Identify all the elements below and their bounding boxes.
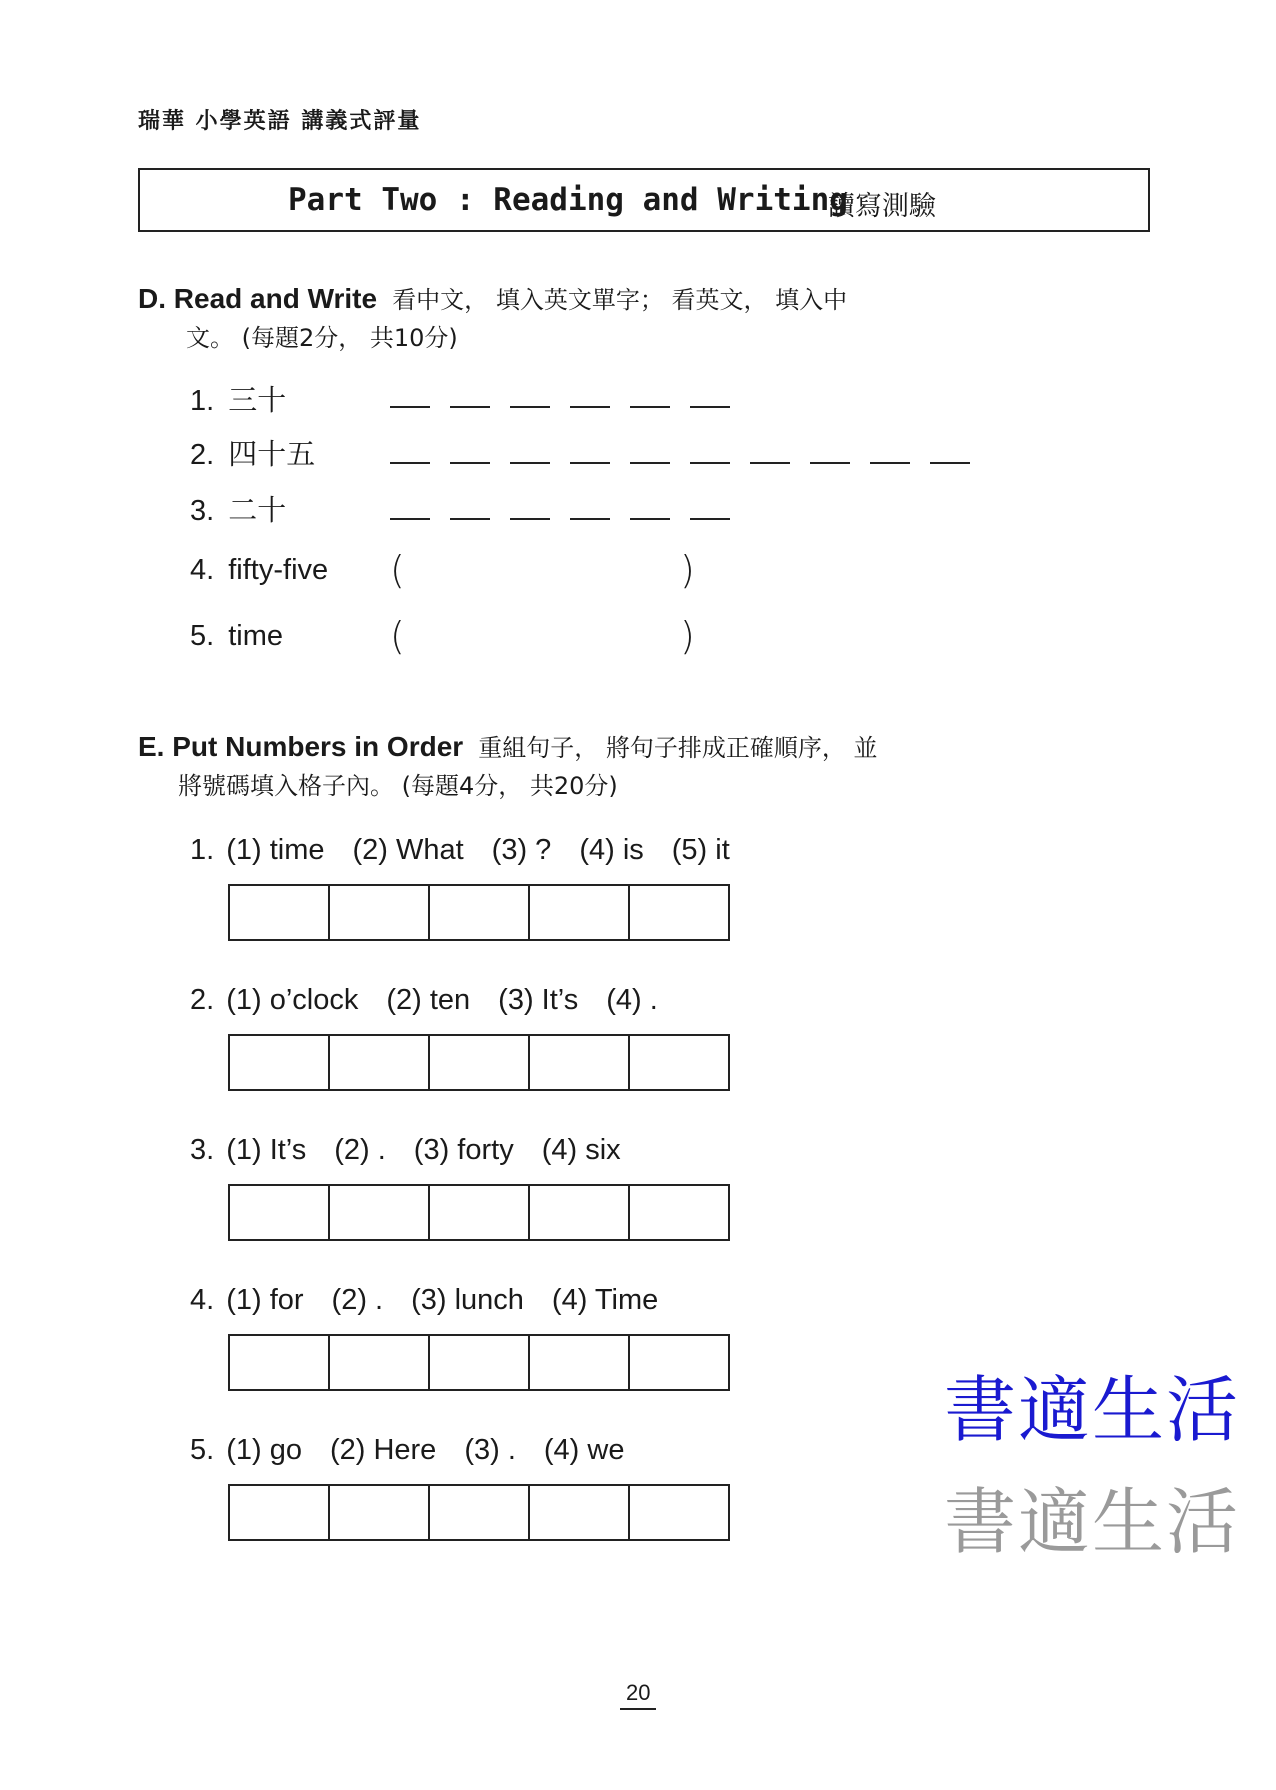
d-item-3 (190, 488, 286, 529)
page-number: 20 (620, 1680, 656, 1710)
e-item-5-answer-grid (228, 1484, 730, 1541)
e-token: (2) What (352, 834, 464, 866)
e-item-1-answer-grid (228, 884, 730, 941)
e-token: (4) Time (551, 1284, 659, 1316)
part-title-box (138, 168, 1150, 232)
e-token: (2) . (331, 1284, 384, 1316)
d-item-3-blanks[interactable] (390, 516, 730, 520)
e-token: (2) ten (386, 984, 471, 1016)
e-token: (3) ? (491, 834, 552, 866)
e-item-4-answer-grid (228, 1334, 730, 1391)
d-item-1-blanks[interactable] (390, 404, 730, 408)
d-item-number: 1. (190, 385, 215, 417)
book-header: 瑞華 小學英語 講義式評量 (138, 108, 422, 134)
d-item-number: 3. (190, 495, 215, 527)
e-item-3 (190, 1134, 621, 1167)
section-d-label: D. Read and Write (138, 283, 378, 314)
d-item-number: 5. (190, 620, 215, 652)
e-item-number: 1. (190, 834, 215, 866)
section-e-instruction: 重組句子， 將句子排成正確順序， 並 (478, 734, 878, 762)
e-token: (1) time (226, 834, 325, 866)
answer-cell[interactable] (230, 1484, 330, 1541)
e-item-2 (190, 984, 658, 1017)
part-title-en: Part Two : Reading and Writing (288, 182, 848, 218)
d-item-5-open-paren: ( (390, 614, 405, 658)
answer-cell[interactable] (230, 884, 330, 941)
d-item-5 (190, 620, 283, 653)
answer-cell[interactable] (330, 1484, 430, 1541)
section-d-instruction-cont: 文。 (每題2分， 共10分) (186, 324, 458, 352)
watermark-gray: 書適生活 (944, 1480, 1241, 1564)
answer-cell[interactable] (230, 1034, 330, 1091)
d-item-4-close-paren: ) (680, 548, 695, 592)
e-item-1 (190, 834, 730, 867)
answer-cell[interactable] (330, 1034, 430, 1091)
answer-cell[interactable] (530, 1334, 630, 1391)
section-e-heading (138, 728, 878, 763)
answer-cell[interactable] (430, 1334, 530, 1391)
d-item-4-open-paren: ( (390, 548, 405, 592)
e-token: (1) o’clock (226, 984, 359, 1016)
e-token: (4) is (579, 834, 644, 866)
d-item-prompt: fifty-five (228, 554, 329, 586)
e-item-number: 5. (190, 1434, 215, 1466)
answer-cell[interactable] (430, 1034, 530, 1091)
section-e-instruction-cont: 將號碼填入格子內。 (每題4分， 共20分) (178, 772, 618, 800)
answer-cell[interactable] (530, 884, 630, 941)
e-token: (5) it (671, 834, 730, 866)
section-e-label: E. Put Numbers in Order (138, 731, 464, 762)
e-token: (2) . (334, 1134, 386, 1166)
part-title-zh: 讀寫測驗 (828, 191, 936, 222)
answer-cell[interactable] (430, 884, 530, 941)
answer-cell[interactable] (630, 1034, 730, 1091)
answer-cell[interactable] (330, 1334, 430, 1391)
e-token: (1) for (226, 1284, 304, 1316)
d-item-1 (190, 378, 286, 419)
e-item-number: 2. (190, 984, 215, 1016)
answer-cell[interactable] (330, 1184, 430, 1241)
e-item-3-answer-grid (228, 1184, 730, 1241)
e-token: (3) It’s (498, 984, 579, 1016)
e-item-2-answer-grid (228, 1034, 730, 1091)
e-token: (4) . (606, 984, 658, 1016)
answer-cell[interactable] (430, 1184, 530, 1241)
answer-cell[interactable] (630, 1184, 730, 1241)
d-item-2 (190, 432, 315, 473)
section-d-heading (138, 280, 847, 315)
e-token: (3) lunch (411, 1284, 524, 1316)
e-token: (4) six (541, 1134, 621, 1166)
answer-cell[interactable] (530, 1184, 630, 1241)
d-item-5-close-paren: ) (680, 614, 695, 658)
answer-cell[interactable] (530, 1034, 630, 1091)
d-item-number: 4. (190, 554, 215, 586)
e-token: (1) go (226, 1434, 302, 1466)
answer-cell[interactable] (530, 1484, 630, 1541)
answer-cell[interactable] (630, 1334, 730, 1391)
e-token: (3) forty (413, 1134, 514, 1166)
d-item-prompt: 四十五 (228, 439, 316, 471)
d-item-number: 2. (190, 439, 215, 471)
d-item-5-answer-field[interactable] (410, 618, 680, 662)
d-item-prompt: 二十 (228, 495, 287, 527)
e-item-number: 3. (190, 1134, 215, 1166)
d-item-2-blanks[interactable] (390, 460, 970, 464)
e-item-number: 4. (190, 1284, 215, 1316)
e-token: (3) . (464, 1434, 516, 1466)
d-item-4-answer-field[interactable] (410, 552, 680, 596)
e-token: (4) we (543, 1434, 625, 1466)
d-item-prompt: time (228, 620, 284, 652)
section-d-instruction: 看中文， 填入英文單字； 看英文， 填入中 (392, 286, 848, 314)
answer-cell[interactable] (330, 884, 430, 941)
answer-cell[interactable] (230, 1184, 330, 1241)
answer-cell[interactable] (630, 1484, 730, 1541)
e-item-4 (190, 1284, 658, 1317)
answer-cell[interactable] (630, 884, 730, 941)
d-item-prompt: 三十 (228, 385, 287, 417)
e-item-5 (190, 1434, 624, 1467)
e-token: (2) Here (329, 1434, 437, 1466)
answer-cell[interactable] (430, 1484, 530, 1541)
watermark-blue: 書適生活 (944, 1368, 1241, 1452)
d-item-4 (190, 554, 328, 587)
answer-cell[interactable] (230, 1334, 330, 1391)
e-token: (1) It’s (226, 1134, 307, 1166)
